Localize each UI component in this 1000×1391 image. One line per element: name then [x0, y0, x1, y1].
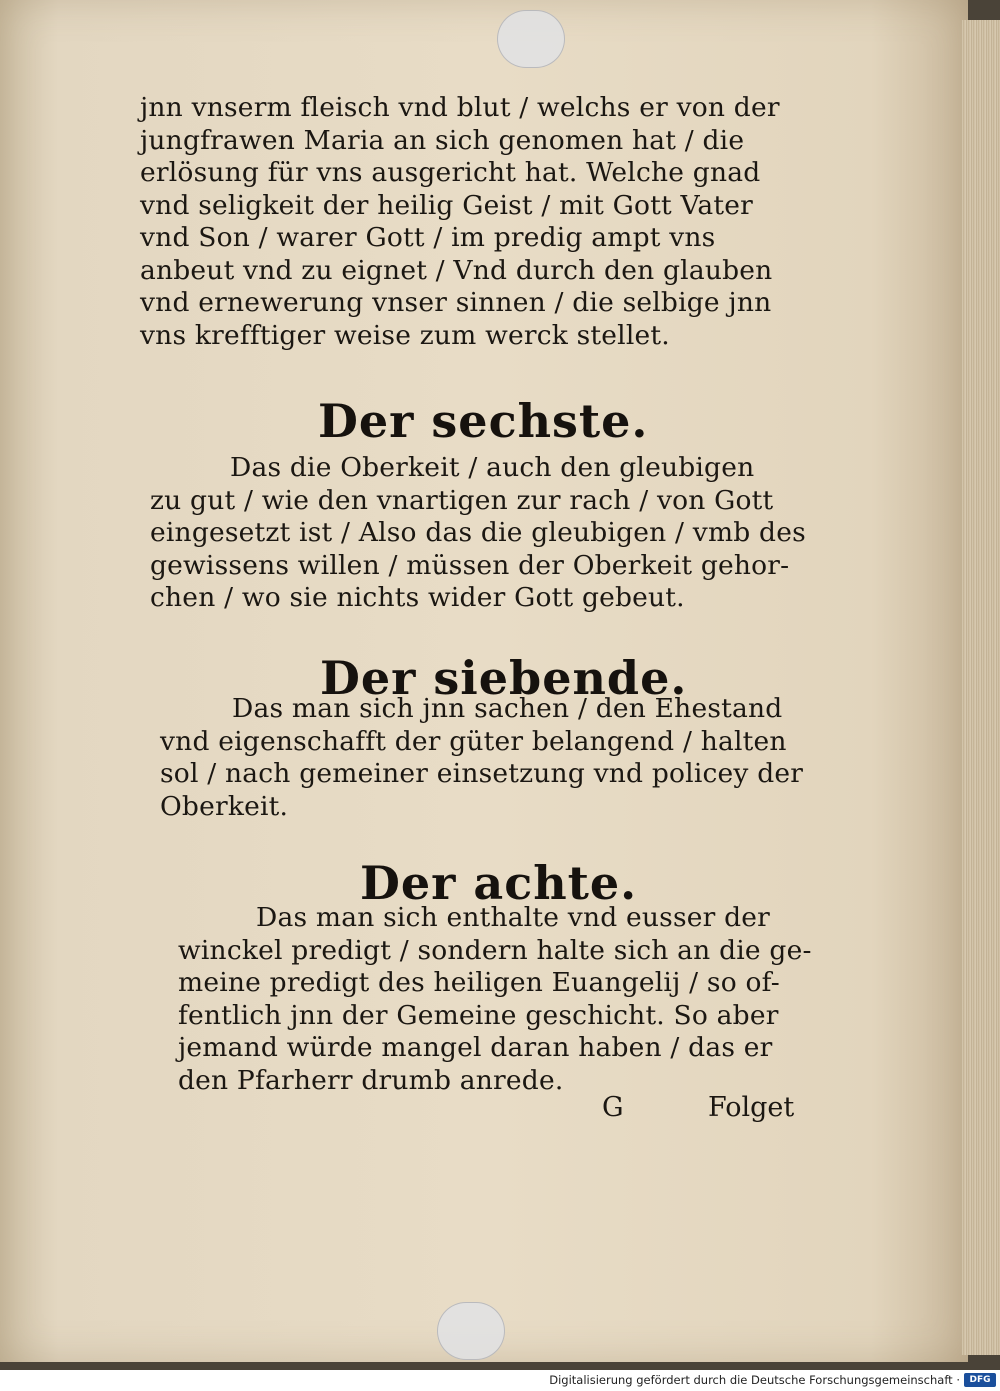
text-line: chen / wo sie nichts wider Gott gebeut.: [150, 582, 685, 613]
section-heading: Der siebende.: [320, 651, 688, 705]
signature-mark: G: [602, 1092, 624, 1123]
text-line: vnd seligkeit der heilig Geist / mit Gott Vater: [140, 189, 753, 221]
text-line: gewissens willen / müssen der Oberkeit gehor-: [150, 549, 790, 581]
text-line: vns krefftiger weise zum werck stellet.: [140, 319, 670, 351]
text-line: meine predigt des heiligen Euangelij / so of-: [178, 967, 780, 998]
text-line: Das man sich jnn sachen / den Ehestand: [232, 693, 783, 724]
catchword: Folget: [708, 1092, 795, 1123]
text-line: sol / nach gemeiner einsetzung vnd policey der: [160, 758, 804, 789]
text-line: anbeut vnd zu eignet / Vnd durch den glauben: [140, 254, 773, 286]
text-line: jnn vnserm fleisch vnd blut / welchs er von der: [140, 92, 780, 123]
footer-bar: [0, 1370, 1000, 1391]
page-clip-bottom: [437, 1302, 505, 1360]
paragraph-intro: [140, 92, 790, 352]
text-line: eingesetzt ist / Also das die gleubigen / vmb des: [150, 517, 806, 548]
section-text: [160, 693, 810, 823]
dfg-logo: DFG: [964, 1373, 996, 1387]
text-line: erlösung für vns ausgericht hat. Welche gnad: [140, 157, 761, 188]
text-line: fentlich jnn der Gemeine geschicht. So aber: [178, 999, 779, 1031]
text-line: Das man sich enthalte vnd eusser der: [256, 902, 771, 933]
section-heading: Der achte.: [360, 856, 638, 910]
text-line: zu gut / wie den vnartigen zur rach / von Gott: [150, 484, 774, 516]
text-line: Oberkeit.: [160, 790, 289, 822]
page-clip-top: [497, 10, 565, 68]
text-line: vnd eigenschafft der güter belangend / halten: [160, 725, 787, 757]
footer-credit: Digitalisierung gefördert durch die Deutsche Forschungsgemeinschaft ·: [549, 1373, 960, 1387]
text-line: den Pfarherr drumb anrede.: [178, 1064, 564, 1096]
text-line: Das die Oberkeit / auch den gleubigen: [230, 452, 755, 483]
section-text: [178, 902, 812, 1097]
text-line: jemand würde mangel daran haben / das er: [178, 1032, 773, 1063]
section-heading: Der sechste.: [318, 394, 649, 448]
text-line: vnd ernewerung vnser sinnen / die selbige jnn: [140, 287, 772, 318]
text-line: vnd Son / warer Gott / im predig ampt vns: [140, 222, 716, 253]
section-text: [150, 452, 806, 615]
text-line: jungfrawen Maria an sich genomen hat / die: [140, 124, 745, 156]
text-line: winckel predigt / sondern halte sich an die ge-: [178, 934, 812, 966]
page-edges: [962, 20, 1000, 1355]
